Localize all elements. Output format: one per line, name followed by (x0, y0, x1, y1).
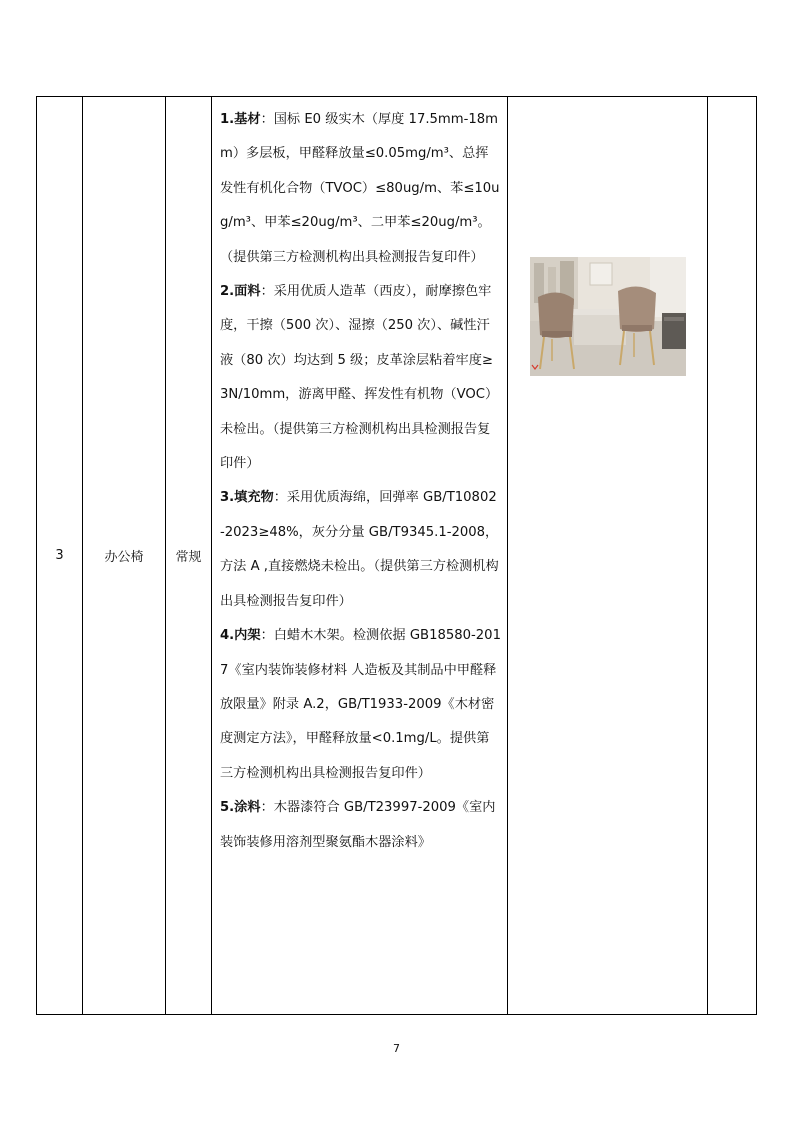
item-name: 办公椅 (104, 550, 144, 565)
spec-key: 4.内架 (220, 628, 261, 644)
spec-section-coating (220, 791, 501, 860)
item-spec-cell (212, 97, 508, 1015)
spec-table (36, 96, 757, 1015)
chair-photo (530, 257, 686, 376)
item-index: 3 (55, 548, 64, 563)
spec-text: ：木器漆符合 GB/T23997-2009《室内装饰装修用溶剂型聚氨酯木器涂料》 (220, 800, 496, 850)
spec-text: ：采用优质人造革（西皮），耐摩擦色牢度，干擦（500 次）、湿擦（250 次）、碱性汗液（80 次）均达到 5 级；皮革涂层粘着牢度≥3N/10mm，游离甲醛、挥发性有机物（VOC）未检出。（提供第三方检测机构出具检测报告复印件） (220, 284, 499, 472)
spec-key: 5.涂料 (220, 800, 261, 816)
spec-key: 1.基材 (220, 112, 261, 127)
table-row (37, 97, 757, 1015)
item-name-cell (83, 97, 166, 1015)
spec-text: ：采用优质海绵，回弹率 GB/T10802-2023≥48%，灰分分量 GB/T9345.1-2008，方法 A ,直接燃烧未检出。（提供第三方检测机构出具检测报告复印件） (220, 490, 499, 609)
spec-body (220, 103, 501, 860)
page-number: 7 (393, 1042, 400, 1055)
spec-key: 3.填充物 (220, 490, 274, 506)
item-type: 常规 (175, 550, 202, 565)
item-index-cell (37, 97, 83, 1015)
item-image-cell (508, 97, 708, 1015)
spec-section-base (220, 103, 501, 275)
spec-section-filling (220, 481, 501, 619)
spec-text: ：国标 E0 级实木（厚度 17.5mm-18mm）多层板，甲醛释放量≤0.05mg/m³、总挥发性有机化合物（TVOC）≤80ug/m、苯≤10ug/m³、甲苯≤20ug/m³、二甲苯≤20ug/m³。（提供第三方检测机构出具检测报告复印件） (220, 112, 500, 265)
item-type-cell (166, 97, 212, 1015)
spec-section-fabric (220, 275, 501, 481)
spec-section-frame (220, 619, 501, 791)
spec-text: ：白蜡木木架。检测依据 GB18580-2017《室内装饰装修材料 人造板及其制品中甲醛释放限量》附录 A.2，GB/T1933-2009《木材密度测定方法》，甲醛释放量<0.1mg/L。提供第三方检测机构出具检测报告复印件） (220, 628, 501, 781)
spec-key: 2.面料 (220, 284, 261, 300)
item-extra-cell (708, 97, 757, 1015)
